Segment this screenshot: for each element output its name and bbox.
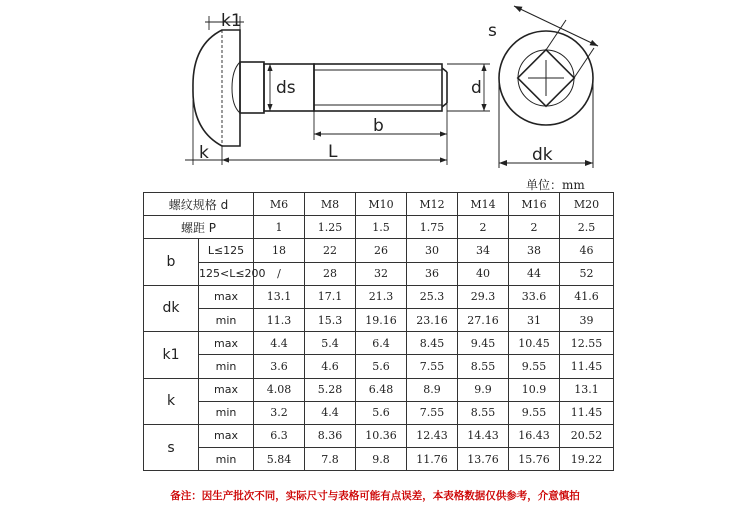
- table-cell: 4.08: [254, 378, 305, 401]
- table-cell: 38: [509, 239, 560, 262]
- table-cell: 27.16: [458, 308, 509, 331]
- table-cell: 7.8: [305, 448, 356, 471]
- table-cell: 13.1: [560, 378, 614, 401]
- table-cell: 10.36: [356, 424, 407, 447]
- table-cell: 10.9: [509, 378, 560, 401]
- table-cell: 4.6: [305, 355, 356, 378]
- size-cell: M12: [407, 193, 458, 216]
- table-cell: 8.9: [407, 378, 458, 401]
- table-cell: 19.22: [560, 448, 614, 471]
- table-cell: 29.3: [458, 285, 509, 308]
- row-sub-label: max: [199, 332, 254, 355]
- table-cell: 6.4: [356, 332, 407, 355]
- table-cell: 5.6: [356, 401, 407, 424]
- s-label: s: [144, 424, 199, 470]
- table-cell: 5.28: [305, 378, 356, 401]
- table-row: [144, 262, 614, 285]
- table-row: [144, 378, 614, 401]
- table-cell: 6.48: [356, 378, 407, 401]
- row-sub-label: L≤125: [199, 239, 254, 262]
- row-sub-label: max: [199, 424, 254, 447]
- table-cell: 11.45: [560, 355, 614, 378]
- table-cell: 5.6: [356, 355, 407, 378]
- row-sub-label: min: [199, 308, 254, 331]
- label-ds: ds: [276, 78, 296, 98]
- table-row: [144, 332, 614, 355]
- table-cell: 46: [560, 239, 614, 262]
- table-cell: 2: [458, 216, 509, 239]
- table-cell: 9.55: [509, 401, 560, 424]
- size-cell: M6: [254, 193, 305, 216]
- table-row: [144, 355, 614, 378]
- table-cell: 8.36: [305, 424, 356, 447]
- disclaimer-note: 备注：因生产批次不同，实际尺寸与表格可能有点误差，本表格数据仅供参考，介意慎拍: [170, 490, 580, 502]
- table-cell: 23.16: [407, 308, 458, 331]
- row-sub-label: min: [199, 448, 254, 471]
- table-cell: 19.16: [356, 308, 407, 331]
- table-cell: 15.76: [509, 448, 560, 471]
- table-cell: 5.84: [254, 448, 305, 471]
- table-cell: 11.76: [407, 448, 458, 471]
- table-cell: 13.1: [254, 285, 305, 308]
- table-cell: 15.3: [305, 308, 356, 331]
- table-cell: 9.45: [458, 332, 509, 355]
- table-cell: 4.4: [254, 332, 305, 355]
- table-cell: 8.45: [407, 332, 458, 355]
- table-row: [144, 239, 614, 262]
- table-cell: 17.1: [305, 285, 356, 308]
- table-cell: 1.5: [356, 216, 407, 239]
- dim-s: [514, 6, 598, 46]
- table-row: [144, 285, 614, 308]
- size-cell: M10: [356, 193, 407, 216]
- table-row: [144, 401, 614, 424]
- table-cell: 7.55: [407, 355, 458, 378]
- table-cell: 18: [254, 239, 305, 262]
- table-cell: 14.43: [458, 424, 509, 447]
- table-cell: 34: [458, 239, 509, 262]
- table-cell: 44: [509, 262, 560, 285]
- table-cell: 16.43: [509, 424, 560, 447]
- b-label: b: [144, 239, 199, 285]
- table-cell: 25.3: [407, 285, 458, 308]
- thread-spec-label: 螺纹规格 d: [144, 193, 254, 216]
- pitch-label: 螺距 P: [144, 216, 254, 239]
- table-cell: 30: [407, 239, 458, 262]
- bolt-head-outline: [193, 30, 240, 146]
- size-cell: M8: [305, 193, 356, 216]
- label-k1: k1: [221, 11, 242, 31]
- table-cell: 11.3: [254, 308, 305, 331]
- table-cell: 2.5: [560, 216, 614, 239]
- table-cell: 2: [509, 216, 560, 239]
- table-cell: 12.55: [560, 332, 614, 355]
- table-cell: 8.55: [458, 401, 509, 424]
- table-cell: 3.2: [254, 401, 305, 424]
- table-cell: 8.55: [458, 355, 509, 378]
- table-cell: 9.9: [458, 378, 509, 401]
- table-cell: 4.4: [305, 401, 356, 424]
- table-cell: 1.25: [305, 216, 356, 239]
- table-cell: 12.43: [407, 424, 458, 447]
- unit-label: 单位：mm: [526, 178, 585, 192]
- table-row: [144, 448, 614, 471]
- table-cell: 13.76: [458, 448, 509, 471]
- table-row: [144, 216, 614, 239]
- spec-table: [143, 192, 614, 471]
- table-cell: 22: [305, 239, 356, 262]
- table-cell: 32: [356, 262, 407, 285]
- table-cell: 9.55: [509, 355, 560, 378]
- table-cell: 20.52: [560, 424, 614, 447]
- table-cell: 52: [560, 262, 614, 285]
- label-k: k: [199, 143, 209, 163]
- table-cell: 41.6: [560, 285, 614, 308]
- table-cell: 39: [560, 308, 614, 331]
- label-dk: dk: [532, 145, 553, 165]
- table-cell: 26: [356, 239, 407, 262]
- label-d: d: [471, 78, 482, 98]
- k-label: k: [144, 378, 199, 424]
- table-header-row: [144, 193, 614, 216]
- carriage-bolt-drawing: [0, 0, 750, 175]
- size-cell: M16: [509, 193, 560, 216]
- row-sub-label: 125<L≤200: [199, 262, 254, 285]
- table-cell: 40: [458, 262, 509, 285]
- table-row: [144, 424, 614, 447]
- table-cell: 36: [407, 262, 458, 285]
- bolt-neck-outline: [240, 62, 264, 113]
- table-row: [144, 308, 614, 331]
- table-cell: 10.45: [509, 332, 560, 355]
- table-cell: 9.8: [356, 448, 407, 471]
- table-cell: /: [254, 262, 305, 285]
- table-cell: 28: [305, 262, 356, 285]
- table-cell: 11.45: [560, 401, 614, 424]
- table-cell: 6.3: [254, 424, 305, 447]
- row-sub-label: min: [199, 355, 254, 378]
- row-sub-label: min: [199, 401, 254, 424]
- row-sub-label: max: [199, 285, 254, 308]
- row-sub-label: max: [199, 378, 254, 401]
- label-b: b: [373, 116, 384, 136]
- size-cell: M14: [458, 193, 509, 216]
- table-cell: 5.4: [305, 332, 356, 355]
- table-cell: 7.55: [407, 401, 458, 424]
- label-s: s: [488, 21, 497, 41]
- table-cell: 31: [509, 308, 560, 331]
- table-cell: 3.6: [254, 355, 305, 378]
- label-L: L: [328, 142, 338, 162]
- table-cell: 21.3: [356, 285, 407, 308]
- table-cell: 33.6: [509, 285, 560, 308]
- dk-label: dk: [144, 285, 199, 331]
- k1-label: k1: [144, 332, 199, 378]
- size-cell: M20: [560, 193, 614, 216]
- table-cell: 1: [254, 216, 305, 239]
- table-cell: 1.75: [407, 216, 458, 239]
- bolt-thread-outline: [314, 64, 442, 111]
